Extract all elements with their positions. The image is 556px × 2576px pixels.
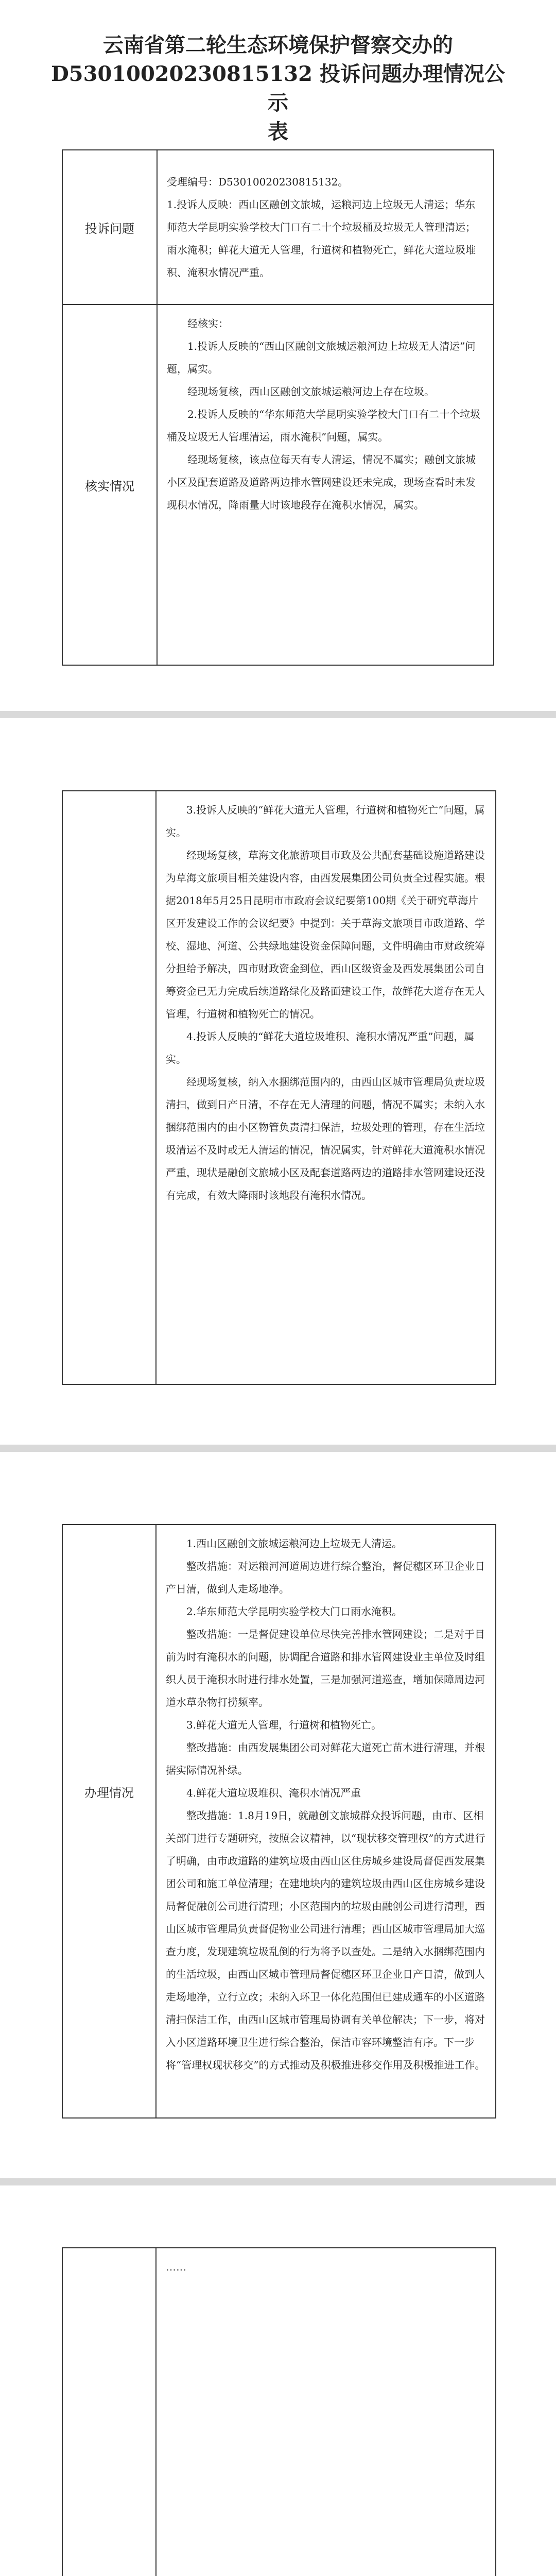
notice-section <box>62 2247 496 2576</box>
title-line-2: D53010020230815132 投诉问题办理情况公示 <box>51 62 505 115</box>
handling-item-1-measure: 整改措施：对运粮河河道周边进行综合整治，督促穗区环卫企业日产日清，做到人走场地净。 <box>166 1560 485 1595</box>
verify-item-3: 3.投诉人反映的“鲜花大道无人管理，行道树和植物死亡”问题，属实。 <box>166 804 485 839</box>
page-1 <box>0 0 556 711</box>
document-title <box>46 31 510 146</box>
verify-row <box>62 304 494 665</box>
title-line-3: 表 <box>268 120 288 144</box>
verify-item-2-review: 经现场复核，该点位每天有专人清运，情况不属实；融创文旅城小区及配套道路及道路两边排水管网建设还未完成，现场查看时未发现积水情况，降雨量大时该地段存在淹积水情况，属实。 <box>167 453 476 511</box>
complaint-row <box>62 150 494 304</box>
verify-item-1-review: 经现场复核，西山区融创文旅城运粮河边上存在垃圾。 <box>187 385 435 398</box>
handling-continuation <box>62 1524 496 2119</box>
handling-content <box>155 1525 495 2117</box>
verify-item-1: 1.投诉人反映的“西山区融创文旅城运粮河边上垃圾无人清运”问题，属实。 <box>167 340 476 375</box>
handling-content-continued <box>155 2248 495 2576</box>
handling-item-1: 1.西山区融创文旅城运粮河边上垃圾无人清运。 <box>186 1537 403 1550</box>
verify-item-3-review: 经现场复核，草海文化旅游项目市政及公共配套基础设施道路建设为草海文旅项目相关建设内容，由西发展集团公司负责全过程实施。根据2018年5月25日昆明市市政府会议纪要第100期《关于研究草海片区开发建设工作的会议纪要》中提到：关于草海文旅项目市政道路、学校、湿地、河道、公共绿地建设资金保障问题，文件明确由市财政统筹分担给予解决，四市财政资金到位，西山区级资金及西发展集团公司自筹资金已无力完成后续道路绿化及路面建设工作，故鲜花大道存在无人管理，行道树和植物死亡的情况。 <box>166 849 485 1020</box>
complaint-table <box>62 149 494 666</box>
verify-item-4: 4.投诉人反映的“鲜花大道垃圾堆积、淹积水情况严重”问题，属实。 <box>166 1030 475 1065</box>
verify-continuation <box>62 790 496 1385</box>
complaint-content <box>157 150 494 304</box>
verify-item-2: 2.投诉人反映的“华东师范大学昆明实验学校大门口有二十个垃圾桶及垃圾无人管理清运，雨水淹积”问题，属实。 <box>167 408 481 443</box>
handling-item-3: 3.鲜花大道无人管理，行道树和植物死亡。 <box>186 1719 382 1731</box>
verify-item-4-review: 经现场复核，纳入水捆绑范围内的，由西山区城市管理局负责垃圾清扫，做到日产日清，不存在无人清理的问题，情况不属实；未纳入水捆绑范围内的由小区物管负责清扫保洁，垃圾处理的管理，存在生活垃圾清运不及时或无人清运的情况，情况属实，针对鲜花大道淹积水情况严重，现状是融创文旅城小区及配套道路两边的道路排水管网建设还没有完成，有效大降雨时该地段有淹积水情况。 <box>166 1076 485 1201</box>
page-separator-2 <box>0 1445 556 1452</box>
handling-item-4: 4.鲜花大道垃圾堆积、淹积水情况严重 <box>186 1787 361 1799</box>
complaint-text: 1.投诉人反映：西山区融创文旅城，运粮河边上垃圾无人清运；华东师范大学昆明实验学校大门口有二十个垃圾桶及垃圾无人管理清运；雨水淹积；鲜花大道无人管理，行道树和植物死亡，鲜花大道垃圾堆积、淹积水情况严重。 <box>167 198 476 279</box>
handling-label: 办理情况 <box>84 1786 134 1800</box>
complaint-label: 投诉问题 <box>62 150 157 304</box>
verify-content-part-1 <box>157 304 494 665</box>
handling-item-2: 2.华东师范大学昆明实验学校大门口雨水淹积。 <box>186 1605 403 1618</box>
page-2 <box>0 718 556 1445</box>
handling-item-3-measure: 整改措施：由西发展集团公司对鲜花大道死亡苗木进行清理，并根据实际情况补绿。 <box>166 1741 485 1776</box>
verify-intro: 经核实： <box>187 317 229 330</box>
handling-item-2-measure: 整改措施：一是督促建设单位尽快完善排水管网建设；二是对于目前为时有淹积水的问题，协调配合道路和排水管网建设业主单位及时组织人员于淹积水时进行排水处置，三是加强河道巡查，增加保障周边河道水草杂物打捞频率。 <box>166 1628 485 1708</box>
page-separator-3 <box>0 2178 556 2185</box>
verify-label: 核实情况 <box>62 304 157 665</box>
acceptance-number: 受理编号：D53010020230815132。 <box>167 176 349 188</box>
handling-item-4-measure: 整改措施：1.8月19日，就融创文旅城群众投诉问题，由市、区相关部门进行专题研究，按照会议精神，以“现状移交管理权”的方式进行了明确，由市政道路的建筑垃圾由西山区住房城乡建设局督促西发展集团公司和施工单位清理；在建地块内的建筑垃圾由西山区住房城乡建设局督促融创公司进行清理；小区范围内的垃圾由融创公司进行清理，西山区城市管理局负责督促物业公司进行清理；西山区城市管理局加大巡查力度，发现建筑垃圾乱倒的行为将予以查处。二是纳入水捆绑范围内的生活垃圾，由西山区城市管理局督促穗区环卫企业日产日清，做到人走场地净，立行立改；未纳入环卫一体化范围但已建成通车的小区道路清扫保洁工作，由西山区城市管理局协调有关单位解决；下一步，将对入小区道路环境卫生进行综合整治，保洁市容环境整洁有序。下一步将“管理权现状移交”的方式推动及积极推进移交作用及积极推进工作。 <box>166 1809 485 2071</box>
page-4 <box>0 2185 556 2576</box>
verify-content-part-2 <box>155 791 495 1384</box>
handling-continued-ellipsis: …… <box>166 2261 186 2273</box>
title-line-1: 云南省第二轮生态环境保护督察交办的 <box>103 33 453 57</box>
handling-continued-note <box>166 2256 486 2278</box>
page-3 <box>0 1452 556 2178</box>
page-separator-1 <box>0 711 556 718</box>
